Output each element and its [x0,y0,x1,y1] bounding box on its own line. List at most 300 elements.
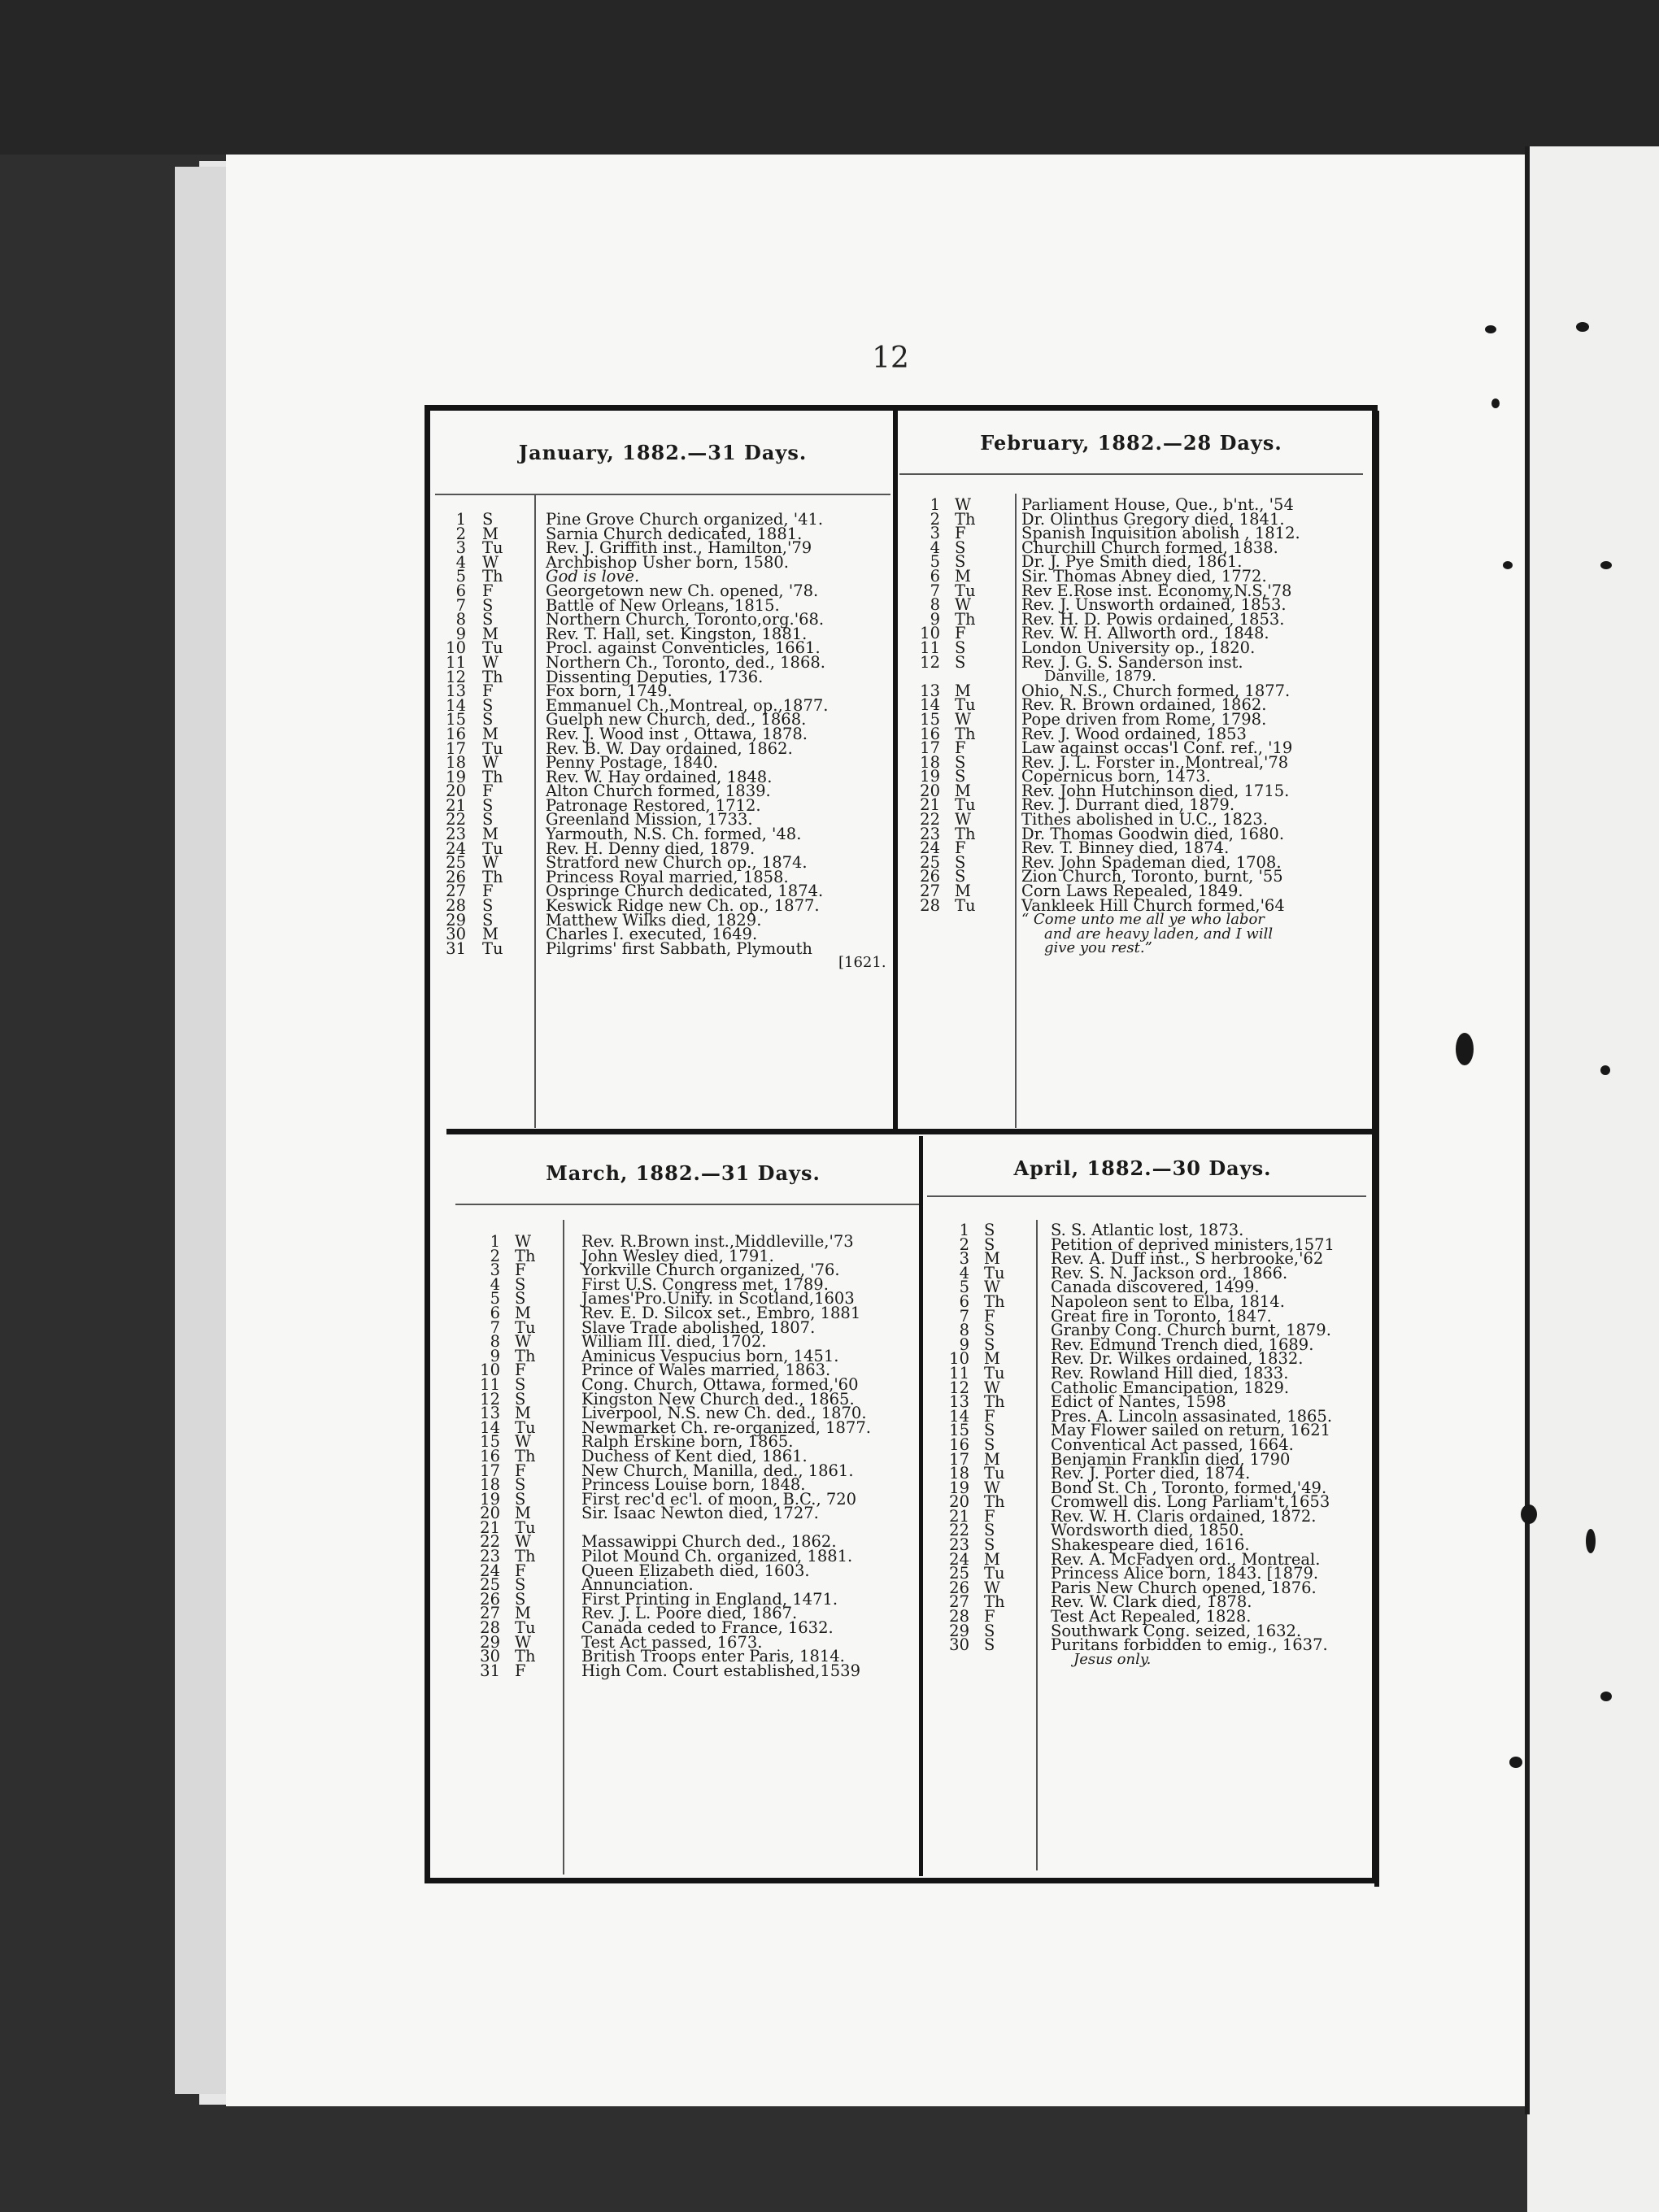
weekday: Th [515,1246,536,1265]
weekday: F [482,681,494,701]
day-number: 7 [930,581,940,600]
weekday: S [515,1389,526,1409]
weekday: S [955,552,966,572]
event-text: Shakespeare died, 1616. [1051,1535,1250,1555]
event-text: Rev. Rowland Hill died, 1833. [1051,1363,1289,1382]
day-number: 29 [949,1621,969,1640]
weekday: F [984,1306,995,1326]
day-number: 20 [920,781,940,800]
event-text: Cromwell dis. Long Parliam't,1653 [1051,1492,1330,1512]
weekday: Th [482,667,503,686]
day-number: 22 [949,1521,969,1540]
day-number: 6 [959,1291,969,1311]
frame-shadow [1374,411,1379,1887]
day-number: 25 [480,1575,500,1595]
day-number: 31 [446,938,466,958]
day-number: 27 [920,882,940,901]
event-text: Annunciation. [581,1575,694,1595]
event-text: Danville, 1879. [1044,668,1156,686]
event-text: Georgetown new Ch. opened, '78. [546,581,819,600]
weekday: Th [955,824,976,843]
ink-speck [1509,1757,1522,1768]
day-number: 17 [920,738,940,758]
month-february [899,416,1371,1132]
day-number: 18 [920,752,940,772]
day-number: 21 [446,795,466,815]
day-number: 5 [490,1289,500,1308]
event-text: Prince of Wales married, 1863. [581,1361,831,1380]
weekday: F [955,738,966,758]
event-text: Stratford new Church op., 1874. [546,853,808,873]
event-text: Canada discovered, 1499. [1051,1278,1260,1297]
day-number: 15 [920,709,940,729]
weekday: S [482,896,494,916]
day-number: 24 [446,838,466,858]
event-text: First Printing in England, 1471. [581,1589,838,1609]
weekday: W [984,1278,1001,1297]
event-text: Dr. Olinthus Gregory died, 1841. [1021,509,1285,529]
event-text: Pilot Mound Ch. organized, 1881. [581,1547,853,1566]
event-text: Princess Royal married, 1858. [546,867,789,886]
event-text: Aminicus Vespucius born, 1451. [581,1346,839,1365]
day-number: 19 [920,767,940,786]
event-text: Alton Church formed, 1839. [546,782,771,801]
weekday: W [482,552,499,572]
facing-page [1527,146,1659,2212]
weekday: Tu [955,695,976,715]
day-number: 28 [949,1607,969,1626]
day-number: 12 [446,667,466,686]
ink-speck [1600,1065,1610,1075]
event-text: New Church, Manilla, ded., 1861. [581,1461,854,1480]
day-number: 25 [949,1564,969,1583]
event-text: Rev. A. Duff inst., S herbrooke,'62 [1051,1249,1324,1269]
day-number: 6 [455,581,466,600]
weekday: S [515,1289,526,1308]
weekday: S [515,1274,526,1294]
event-text: Archbishop Usher born, 1580. [546,552,789,572]
weekday: S [984,1221,995,1239]
title-rule [435,494,890,495]
event-text: Rev E.Rose inst. Economy,N.S,'78 [1021,581,1292,600]
event-text: God is love. [546,567,640,586]
weekday: F [984,1406,995,1426]
event-text: Guelph new Church, ded., 1868. [546,710,807,729]
event-text: Parliament House, Que., b'nt., '54 [1021,495,1294,514]
day-number: 1 [490,1232,500,1251]
event-text: Dr. Thomas Goodwin died, 1680. [1021,824,1285,843]
day-number: 19 [949,1478,969,1497]
weekday: Th [955,724,976,743]
event-text: Rev. W. Clark died, 1878. [1051,1592,1252,1612]
day-number: 20 [446,782,466,801]
event-text: Patronage Restored, 1712. [546,795,761,815]
event-text: First rec'd ec'l. of moon, B.C., 720 [581,1489,857,1509]
event-text: Sir. Thomas Abney died, 1772. [1021,566,1267,586]
day-number: 22 [480,1532,500,1552]
weekday: Tu [955,581,976,600]
weekday: F [482,882,494,901]
event-text: Churchill Church formed, 1838. [1021,538,1278,557]
day-number: 23 [949,1535,969,1555]
day-row [476,1561,919,1580]
weekday: W [984,1378,1001,1397]
weekday: Th [515,1547,536,1566]
event-text: Fox born, 1749. [546,681,673,701]
month-title: January, 1882.—31 Days. [518,441,808,464]
day-number: 20 [949,1492,969,1512]
event-text: Rev. J. Wood inst , Ottawa, 1878. [546,724,808,743]
day-number: 9 [959,1335,969,1354]
weekday: F [955,838,966,858]
day-number: 4 [455,552,466,572]
event-text: Sir. Isaac Newton died, 1727. [581,1504,819,1523]
day-number: 11 [446,652,466,672]
day-number: 6 [490,1303,500,1322]
day-number: 9 [455,624,466,643]
continuation-row [442,956,889,970]
weekday: M [482,724,499,743]
day-number: 15 [480,1432,500,1452]
event-text: Puritans forbidden to emig., 1637. [1051,1635,1328,1655]
weekday: Th [984,1492,1005,1512]
day-number: 13 [446,681,466,701]
continuation-row [916,941,1371,956]
event-text: May Flower sailed on return, 1621 [1051,1421,1331,1440]
event-text: Newmarket Ch. re-organized, 1877. [581,1417,871,1437]
day-number: 10 [446,638,466,658]
event-text: “ Come unto me all ye who labor [1021,911,1265,929]
day-number: 25 [446,853,466,873]
event-text: Canada ceded to France, 1632. [581,1618,834,1638]
event-text: Dissenting Deputies, 1736. [546,667,764,686]
day-number: 2 [490,1246,500,1265]
weekday: S [482,610,494,629]
day-number: 19 [480,1489,500,1509]
day-number: 27 [949,1592,969,1612]
day-number: 1 [959,1221,969,1239]
event-text: Rev. E. D. Silcox set., Embro, 1881 [581,1303,861,1322]
day-number: 14 [949,1406,969,1426]
event-text: Northern Church, Toronto,org.'68. [546,610,825,629]
page-number: 12 [872,342,909,375]
weekday: M [482,925,499,944]
event-text: Massawippi Church ded., 1862. [581,1532,837,1552]
event-text: Rev. J. L. Poore died, 1867. [581,1604,798,1623]
weekday: F [515,1461,526,1480]
day-row [476,1506,919,1521]
weekday: Tu [482,638,503,658]
event-text: Zion Church, Toronto, burnt, '55 [1021,867,1283,886]
weekday: Th [955,509,976,529]
day-number: 5 [455,567,466,586]
event-text: Catholic Emancipation, 1829. [1051,1378,1290,1397]
event-text: Corn Laws Repealed, 1849. [1021,882,1243,901]
weekday: M [984,1349,1000,1369]
event-text: William III. died, 1702. [581,1332,767,1352]
event-text: Test Act Repealed, 1828. [1051,1607,1252,1626]
day-number: 14 [446,695,466,715]
weekday: M [482,524,499,543]
day-row [442,552,889,572]
day-number: 2 [959,1234,969,1254]
event-text: London University op., 1820. [1021,638,1256,657]
weekday: M [955,882,971,901]
weekday: W [515,1532,532,1552]
weekday: Th [515,1346,536,1365]
day-number: 16 [920,724,940,743]
day-number: 8 [455,610,466,629]
day-number: 20 [480,1504,500,1523]
day-number: 16 [446,724,466,743]
weekday: W [482,753,499,773]
weekday: F [984,1607,995,1626]
event-text: Rev. J. L. Forster in.,Montreal,'78 [1021,752,1289,772]
day-row [476,1661,919,1680]
weekday: S [984,1234,995,1254]
day-number: 8 [490,1332,500,1352]
day-number: 10 [949,1349,969,1369]
event-text: Pilgrims' first Sabbath, Plymouth [546,938,812,958]
book-gutter [1525,146,1530,2114]
weekday: S [955,852,966,872]
event-text: Great fire in Toronto, 1847. [1051,1306,1272,1326]
ink-speck [1503,561,1513,569]
event-text: Vankleek Hill Church formed,'64 [1021,895,1285,915]
day-number: 2 [930,509,940,529]
weekday: Tu [482,838,503,858]
day-number: 7 [490,1317,500,1337]
weekday: M [482,624,499,643]
weekday: W [515,1432,532,1452]
ink-speck [1485,325,1496,333]
day-number: 8 [959,1321,969,1340]
day-number: 6 [930,566,940,586]
day-number: 4 [930,538,940,557]
weekday: W [515,1332,532,1352]
weekday: S [515,1575,526,1595]
day-number: 26 [920,867,940,886]
event-text: Napoleon sent to Elba, 1814. [1051,1291,1285,1311]
weekday: F [515,1561,526,1580]
weekday: M [955,566,971,586]
day-number: 13 [949,1392,969,1412]
weekday: S [515,1475,526,1495]
event-text: Rev. H. Denny died, 1879. [546,838,755,858]
event-text: Procl. against Conventicles, 1661. [546,638,821,658]
event-text: Ralph Erskine born, 1865. [581,1432,794,1452]
weekday: S [984,1321,995,1340]
event-text: Law against occas'l Conf. ref., '19 [1021,738,1293,758]
weekday: W [515,1632,532,1652]
day-number: 24 [920,838,940,858]
day-number: 14 [920,695,940,715]
event-text: Wordsworth died, 1850. [1051,1521,1244,1540]
weekday: F [482,581,494,600]
event-text: Jesus only. [1073,1650,1152,1668]
event-text: Pope driven from Rome, 1798. [1021,709,1267,729]
weekday: S [482,910,494,930]
day-number: 3 [490,1261,500,1280]
event-text: S. S. Atlantic lost, 1873. [1051,1221,1244,1239]
month-title: March, 1882.—31 Days. [546,1161,821,1185]
day-number: 22 [920,810,940,830]
month-april [927,1139,1374,1879]
day-number: 17 [949,1449,969,1469]
weekday: S [984,1535,995,1555]
event-text: James'Pro.Unify. in Scotland,1603 [581,1289,855,1308]
event-text: Rev. John Hutchinson died, 1715. [1021,781,1290,800]
day-number: 4 [959,1263,969,1282]
day-row [442,938,889,958]
day-number: 24 [949,1549,969,1569]
weekday: Th [515,1446,536,1465]
event-text: Rev. W. H. Claris ordained, 1872. [1051,1506,1317,1526]
event-text: High Com. Court established,1539 [581,1661,860,1680]
weekday: M [984,1249,1000,1269]
weekday: W [482,652,499,672]
day-number: 21 [920,795,940,815]
day-number: 12 [920,652,940,672]
weekday: S [955,652,966,672]
event-text: John Wesley died, 1791. [581,1246,774,1265]
event-text: Keswick Ridge new Ch. op., 1877. [546,896,820,916]
weekday: Tu [515,1417,536,1437]
day-number: 30 [446,925,466,944]
event-text: British Troops enter Paris, 1814. [581,1647,845,1666]
day-number: 23 [446,825,466,844]
event-text: Rev. B. W. Day ordained, 1862. [546,738,793,758]
day-number: 7 [455,595,466,615]
event-text: Conventical Act passed, 1664. [1051,1435,1294,1454]
day-number: 25 [920,852,940,872]
event-text: Kingston New Church ded., 1865. [581,1389,855,1409]
day-number: 12 [480,1389,500,1409]
event-text: Granby Cong. Church burnt, 1879. [1051,1321,1331,1340]
event-text: Rev. A. McFadyen ord., Montreal. [1051,1549,1321,1569]
weekday: S [955,538,966,557]
day-number: 16 [480,1446,500,1465]
weekday: W [515,1232,532,1251]
weekday: M [984,1549,1000,1569]
weekday: M [955,681,971,700]
event-text: Pine Grove Church organized, '41. [546,510,824,529]
weekday: Th [984,1392,1005,1412]
event-text: Pres. A. Lincoln assasinated, 1865. [1051,1406,1333,1426]
event-text: Ohio, N.S., Church formed, 1877. [1021,681,1291,700]
event-text: give you rest.” [1044,939,1152,957]
day-number: 3 [959,1249,969,1269]
day-number: 26 [480,1589,500,1609]
event-text: Rev. J. Porter died, 1874. [1051,1464,1251,1483]
event-text: Northern Ch., Toronto, ded., 1868. [546,652,825,672]
day-number: 30 [949,1635,969,1655]
day-number: 27 [480,1604,500,1623]
ink-speck [1586,1529,1596,1553]
day-number: 13 [920,681,940,700]
weekday: F [482,782,494,801]
event-text: Yorkville Church organized, '76. [581,1261,840,1280]
day-number: 10 [480,1361,500,1380]
event-text: Rev. J. Griffith inst., Hamilton,'79 [546,538,812,558]
weekday: S [955,752,966,772]
weekday: W [955,595,972,615]
weekday: S [955,767,966,786]
ink-speck [1456,1033,1474,1065]
weekday: Th [482,867,503,886]
day-number: 5 [930,552,940,572]
page-edge-shadow [175,167,232,2094]
weekday: Tu [515,1517,536,1537]
day-number: 9 [490,1346,500,1365]
ink-speck [1600,1692,1612,1701]
day-number: 11 [920,638,940,657]
ink-speck [1576,322,1589,332]
event-text: Ospringe Church dedicated, 1874. [546,882,824,901]
weekday: W [984,1478,1001,1497]
weekday: W [955,810,972,830]
event-text: Test Act passed, 1673. [581,1632,763,1652]
event-text: Rev. John Spademan died, 1708. [1021,852,1282,872]
event-text: Cong. Church, Ottawa, formed,'60 [581,1374,859,1394]
event-text: Bond St. Ch , Toronto, formed,'49. [1051,1478,1327,1497]
title-rule [899,473,1363,475]
weekday: Th [515,1647,536,1666]
ink-speck [1491,398,1500,408]
day-number: 21 [949,1506,969,1526]
title-rule [927,1195,1366,1197]
weekday: W [482,853,499,873]
weekday: Tu [984,1263,1005,1282]
day-list [442,512,889,970]
weekday: S [955,867,966,886]
day-number: 16 [949,1435,969,1454]
event-text: Emmanuel Ch.,Montreal, op.,1877. [546,695,829,715]
day-number: 12 [949,1378,969,1397]
day-number: 3 [930,524,940,543]
day-number: 30 [480,1647,500,1666]
event-text: Rev. R. Brown ordained, 1862. [1021,695,1267,715]
event-text: Rev. Edmund Trench died, 1689. [1051,1335,1314,1354]
weekday: M [482,825,499,844]
day-number: 17 [480,1461,500,1480]
event-text: Princess Alice born, 1843. [1879. [1051,1564,1319,1583]
scanner-background [0,0,1659,155]
event-text: Charles I. executed, 1649. [546,925,758,944]
event-text: Matthew Wilks died, 1829. [546,910,762,930]
event-text: Petition of deprived ministers,1571 [1051,1234,1335,1254]
day-number: 11 [949,1363,969,1382]
weekday: M [515,1404,531,1423]
day-number: 18 [446,753,466,773]
day-number: 18 [949,1464,969,1483]
event-text: Southwark Cong. seized, 1632. [1051,1621,1302,1640]
weekday: F [515,1261,526,1280]
weekday: S [482,810,494,830]
day-number: 23 [920,824,940,843]
event-text: Rev. W. H. Allworth ord., 1848. [1021,624,1269,643]
event-text: Battle of New Orleans, 1815. [546,595,780,615]
event-text: Rev. J. Unsworth ordained, 1853. [1021,595,1287,615]
weekday: W [984,1578,1001,1597]
column-divider-top [893,411,898,1134]
weekday: W [955,709,972,729]
event-text: Yarmouth, N.S. Ch. formed, '48. [546,825,802,844]
event-text: Rev. T. Binney died, 1874. [1021,838,1230,858]
day-number: 19 [446,767,466,786]
event-text: Copernicus born, 1473. [1021,767,1211,786]
event-text: Greenland Mission, 1733. [546,810,753,830]
